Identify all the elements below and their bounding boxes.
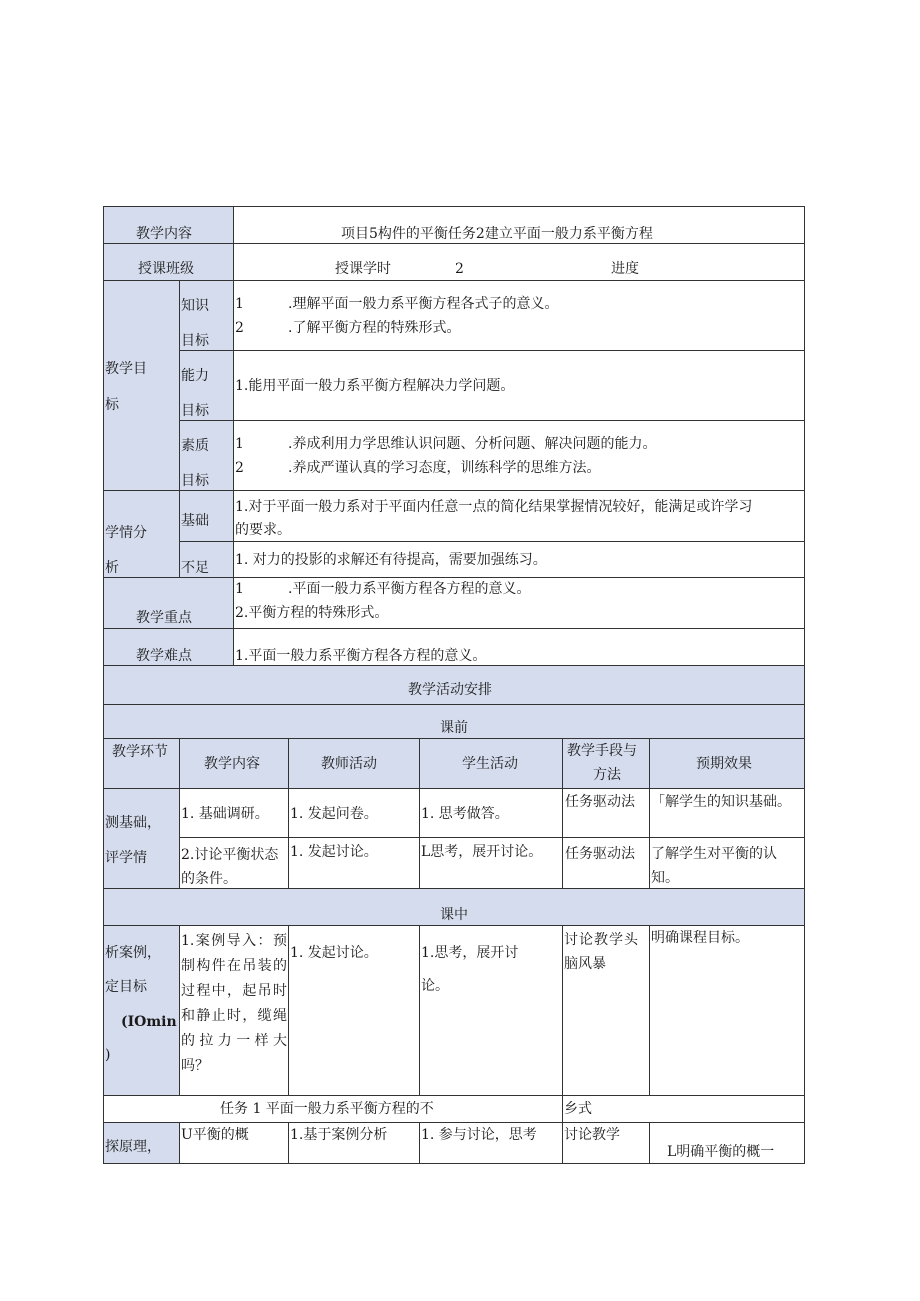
in-stage-b: 定目标: [105, 979, 147, 995]
pre-r2-means: 任务驱动法: [565, 846, 635, 862]
basis-line2: 的要求。: [235, 522, 291, 538]
pre-stage-b: 评学情: [105, 850, 147, 866]
last-content: U平衡的概: [181, 1127, 249, 1143]
in-teacher: 1. 发起讨论。: [290, 945, 378, 961]
col-content-cell: [179, 738, 289, 789]
col-effect: 预期效果: [696, 756, 752, 772]
activities-title-cell: [103, 665, 805, 705]
pre-r1-teacher-cell: [288, 788, 420, 838]
knowledge-item1-text: .理解平面一般力系平衡方程各式子的意义。: [288, 296, 559, 312]
knowledge-item2-num: 2: [235, 320, 244, 336]
col-means-cell: [562, 738, 650, 789]
col-teacher: 教师活动: [321, 756, 377, 772]
pre-r2-teacher: 1. 发起讨论。: [290, 844, 378, 860]
in-stage-cell: [103, 925, 180, 1096]
key-points-item1-num: 1: [235, 581, 244, 597]
hours-label: 授课学时: [335, 261, 391, 277]
in-teacher-cell: [288, 925, 420, 1096]
pre-class-cell: [103, 704, 805, 739]
content-label-cell: [103, 206, 234, 244]
quality-label-a: 素质: [181, 438, 209, 454]
difficulties-item1-text: 1.平面一般力系平衡方程各方程的意义。: [235, 648, 487, 664]
in-class-label: 课中: [440, 907, 468, 923]
in-student-b: 论。: [421, 978, 449, 994]
content-label: 教学内容: [136, 226, 192, 242]
content-value: 项目5构件的平衡任务2建立平面一般力系平衡方程: [341, 226, 653, 242]
key-points-item2-text: 2.平衡方程的特殊形式。: [235, 605, 389, 621]
class-label: 授课班级: [138, 261, 194, 277]
ability-label-b: 目标: [181, 403, 209, 419]
pre-stage-cell: [103, 788, 180, 889]
analysis-label-cell: [103, 490, 180, 578]
key-points-item1-text: .平面一般力系平衡方程各方程的意义。: [288, 581, 531, 597]
hours-value: 2: [455, 261, 464, 277]
pre-r1-effect: 「解学生的知识基础。: [651, 794, 791, 810]
quality-item1-num: 1: [235, 436, 244, 452]
in-stage-c: (IOmin: [121, 1014, 177, 1030]
in-effect-cell: [649, 925, 805, 1096]
knowledge-content-cell: [233, 280, 805, 351]
lack-content-cell: [233, 541, 805, 578]
in-means-a: 讨论教学头: [564, 932, 639, 948]
pre-r2-effect-cell: [649, 837, 805, 889]
content-value-cell: [233, 206, 805, 244]
basis-content-cell: [233, 490, 805, 542]
pre-r1-student: 1. 思考做答。: [421, 806, 509, 822]
knowledge-label-b: 目标: [181, 333, 209, 349]
objectives-label-a: 教学目: [105, 361, 147, 377]
pre-r1-means-cell: [562, 788, 650, 838]
knowledge-label-a: 知识: [181, 298, 209, 314]
pre-class-label: 课前: [440, 720, 468, 736]
col-stage-cell: [103, 738, 180, 789]
pre-r2-student: L思考，展开讨论。: [421, 844, 543, 860]
lack-label-cell: [179, 541, 234, 578]
in-student-cell: [419, 925, 563, 1096]
pre-r1-content: 1. 基础调研。: [181, 806, 269, 822]
last-teacher-cell: [288, 1122, 420, 1164]
task-banner-right-cell: [562, 1095, 805, 1123]
quality-label-b: 目标: [181, 473, 209, 489]
key-points-label-cell: [103, 577, 234, 629]
pre-r2-content-b: 的条件。: [181, 871, 237, 887]
quality-item1-text: .养成利用力学思维认识问题、分析问题、解决问题的能力。: [288, 436, 657, 452]
in-means-cell: [562, 925, 650, 1096]
pre-r2-content-cell: [179, 837, 289, 889]
knowledge-item1-num: 1: [235, 296, 244, 312]
pre-r2-content-a: 2.讨论平衡状态: [181, 847, 279, 863]
in-effect: 明确课程目标。: [651, 930, 749, 946]
last-student: 1. 参与讨论，思考: [421, 1127, 537, 1143]
task-banner-b: 乡式: [564, 1101, 592, 1117]
quality-content-cell: [233, 420, 805, 491]
basis-label: 基础: [181, 513, 209, 529]
ability-label-cell: [179, 350, 234, 421]
pre-r2-student-cell: [419, 837, 563, 889]
last-means: 讨论教学: [564, 1127, 620, 1143]
pre-r1-teacher: 1. 发起问卷。: [290, 806, 378, 822]
ability-content-cell: [233, 350, 805, 421]
pre-r1-means: 任务驱动法: [565, 794, 635, 810]
quality-item2-num: 2: [235, 460, 244, 476]
in-stage-d: ): [105, 1047, 111, 1063]
pre-r1-student-cell: [419, 788, 563, 838]
last-effect-cell: [649, 1122, 805, 1164]
progress-label: 进度: [611, 261, 639, 277]
class-label-cell: [103, 243, 234, 281]
quality-item2-text: .养成严谨认真的学习态度，训练科学的思维方法。: [288, 460, 601, 476]
in-student-a: 1.思考，展开讨: [421, 945, 519, 961]
last-effect: L明确平衡的概一: [667, 1144, 775, 1160]
pre-r2-effect-b: 知。: [651, 870, 679, 886]
col-means-b: 方法: [593, 767, 621, 783]
activities-title: 教学活动安排: [408, 682, 492, 698]
last-stage: 探原理，: [105, 1139, 161, 1155]
col-student: 学生活动: [462, 756, 518, 772]
pre-r2-effect-a: 了解学生对平衡的认: [651, 846, 777, 862]
analysis-label-b: 析: [105, 560, 119, 576]
last-teacher: 1.基于案例分析: [290, 1127, 388, 1143]
last-means-cell: [562, 1122, 650, 1164]
ability-label-a: 能力: [181, 368, 209, 384]
pre-r2-means-cell: [562, 837, 650, 889]
col-teacher-cell: [288, 738, 420, 789]
task-banner-a: 任务 1 平面一般力系平衡方程的不: [220, 1101, 434, 1117]
last-student-cell: [419, 1122, 563, 1164]
last-stage-cell: [103, 1122, 180, 1164]
col-means-a: 教学手段与: [567, 743, 637, 759]
knowledge-item2-text: .了解平衡方程的特殊形式。: [288, 320, 461, 336]
pre-stage-a: 测基础，: [105, 815, 161, 831]
col-student-cell: [419, 738, 563, 789]
col-content: 教学内容: [204, 756, 260, 772]
knowledge-label-cell: [179, 280, 234, 351]
key-points-label: 教学重点: [136, 610, 192, 626]
in-content: 1.案例导入：预制构件在吊装的过程中，起吊时和静止时，缆绳的拉力一样大吗？: [181, 933, 287, 1074]
quality-label-cell: [179, 420, 234, 491]
analysis-label-a: 学情分: [105, 525, 147, 541]
difficulties-label: 教学难点: [136, 648, 192, 664]
basis-label-cell: [179, 490, 234, 542]
task-banner-cell: [103, 1095, 563, 1123]
lack-label: 不足: [181, 560, 209, 576]
col-effect-cell: [649, 738, 805, 789]
ability-item1-text: 1.能用平面一般力系平衡方程解决力学问题。: [235, 378, 515, 394]
basis-line1: 1.对于平面一般力系对于平面内任意一点的简化结果掌握情况较好，能满足或许学习: [235, 499, 753, 515]
pre-r1-effect-cell: [649, 788, 805, 838]
col-stage: 教学环节: [112, 744, 168, 760]
key-points-content-cell: [233, 577, 805, 629]
objectives-label-cell: [103, 280, 180, 491]
in-class-cell: [103, 888, 805, 926]
in-stage-a: 析案例，: [105, 945, 161, 961]
difficulties-label-cell: [103, 628, 234, 666]
in-means-b: 脑风暴: [564, 956, 606, 972]
pre-r1-content-cell: [179, 788, 289, 838]
difficulties-content-cell: [233, 628, 805, 666]
last-content-cell: [179, 1122, 289, 1164]
in-content-cell: [179, 925, 289, 1096]
objectives-label-b: 标: [105, 397, 119, 413]
pre-r2-teacher-cell: [288, 837, 420, 889]
hours-progress-cell: [233, 243, 805, 281]
lack-text: 1. 对力的投影的求解还有待提高，需要加强练习。: [235, 552, 547, 568]
